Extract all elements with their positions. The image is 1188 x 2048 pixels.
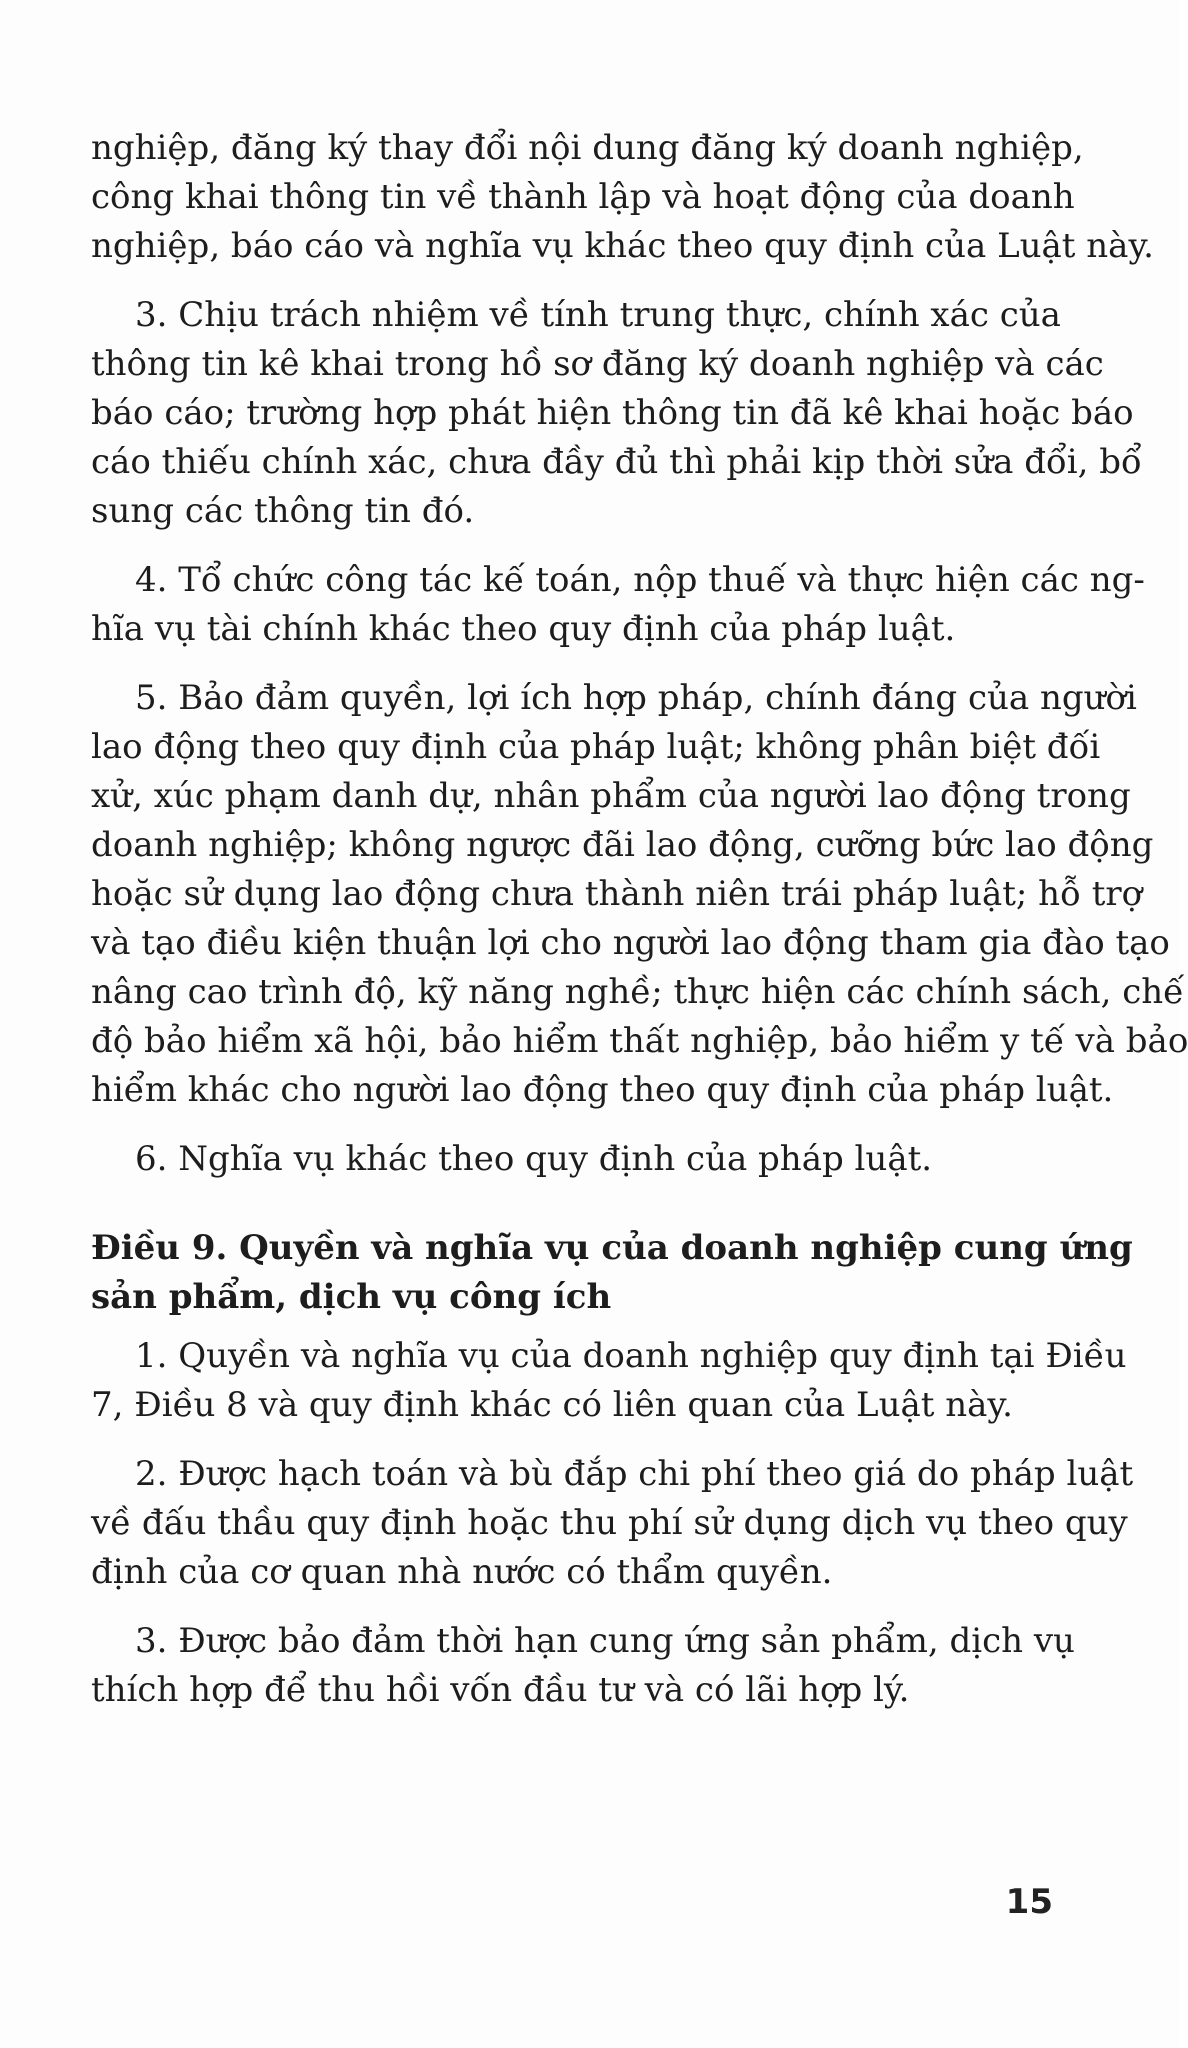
paragraph-item-6 [91,1135,1051,1184]
text-line: 3. Chịu trách nhiệm về tính trung thực, chính xác của [135,295,1061,335]
text-line: và tạo điều kiện thuận lợi cho người lao động tham gia đào tạo [91,923,1170,963]
text-line: 5. Bảo đảm quyền, lợi ích hợp pháp, chính đáng của người [135,678,1137,718]
text-line: thích hợp để thu hồi vốn đầu tư và có lãi hợp lý. [91,1670,910,1710]
text-line: báo cáo; trường hợp phát hiện thông tin đã kê khai hoặc báo [91,393,1134,433]
text-line: cáo thiếu chính xác, chưa đầy đủ thì phải kịp thời sửa đổi, bổ [91,442,1142,482]
text-line: hĩa vụ tài chính khác theo quy định của pháp luật. [91,609,956,649]
heading-line: Điều 9. Quyền và nghĩa vụ của doanh nghiệp cung ứng [91,1228,1133,1268]
article-paragraph-1 [91,1332,1127,1430]
paragraph-item-4 [91,556,1145,654]
text-line: hoặc sử dụng lao động chưa thành niên trái pháp luật; hỗ trợ [91,874,1143,914]
text-line: sung các thông tin đó. [91,491,475,531]
text-line: 7, Điều 8 và quy định khác có liên quan của Luật này. [91,1385,1013,1425]
article-paragraph-3 [91,1617,1075,1715]
text-line: công khai thông tin về thành lập và hoạt động của doanh [91,177,1075,217]
article-paragraph-2 [91,1450,1134,1597]
article-heading [91,1224,1133,1322]
text-line: độ bảo hiểm xã hội, bảo hiểm thất nghiệp, bảo hiểm y tế và bảo [91,1021,1188,1061]
page-body [91,124,1188,1735]
page-number: 15 [1005,1882,1053,1922]
heading-line: sản phẩm, dịch vụ công ích [91,1277,612,1317]
text-line: 1. Quyền và nghĩa vụ của doanh nghiệp quy định tại Điều [135,1336,1127,1376]
text-line: về đấu thầu quy định hoặc thu phí sử dụng dịch vụ theo quy [91,1503,1128,1543]
paragraph-continuation [91,124,1154,271]
text-line: 4. Tổ chức công tác kế toán, nộp thuế và thực hiện các ng- [135,560,1145,600]
paragraph-item-5 [91,674,1188,1115]
text-line: xử, xúc phạm danh dự, nhân phẩm của người lao động trong [91,776,1131,816]
text-line: nâng cao trình độ, kỹ năng nghề; thực hiện các chính sách, chế [91,972,1185,1012]
paragraph-item-3 [91,291,1142,536]
text-line: 3. Được bảo đảm thời hạn cung ứng sản phẩm, dịch vụ [135,1621,1075,1661]
text-line: nghiệp, báo cáo và nghĩa vụ khác theo quy định của Luật này. [91,226,1154,266]
text-line: doanh nghiệp; không ngược đãi lao động, cưỡng bức lao động [91,825,1154,865]
text-line: định của cơ quan nhà nước có thẩm quyền. [91,1552,833,1592]
text-line: nghiệp, đăng ký thay đổi nội dung đăng ký doanh nghiệp, [91,128,1084,168]
text-line: 6. Nghĩa vụ khác theo quy định của pháp luật. [135,1139,933,1179]
text-line: 2. Được hạch toán và bù đắp chi phí theo giá do pháp luật [135,1454,1134,1494]
text-line: lao động theo quy định của pháp luật; không phân biệt đối [91,727,1101,767]
text-line: thông tin kê khai trong hồ sơ đăng ký doanh nghiệp và các [91,344,1104,384]
text-line: hiểm khác cho người lao động theo quy định của pháp luật. [91,1070,1114,1110]
